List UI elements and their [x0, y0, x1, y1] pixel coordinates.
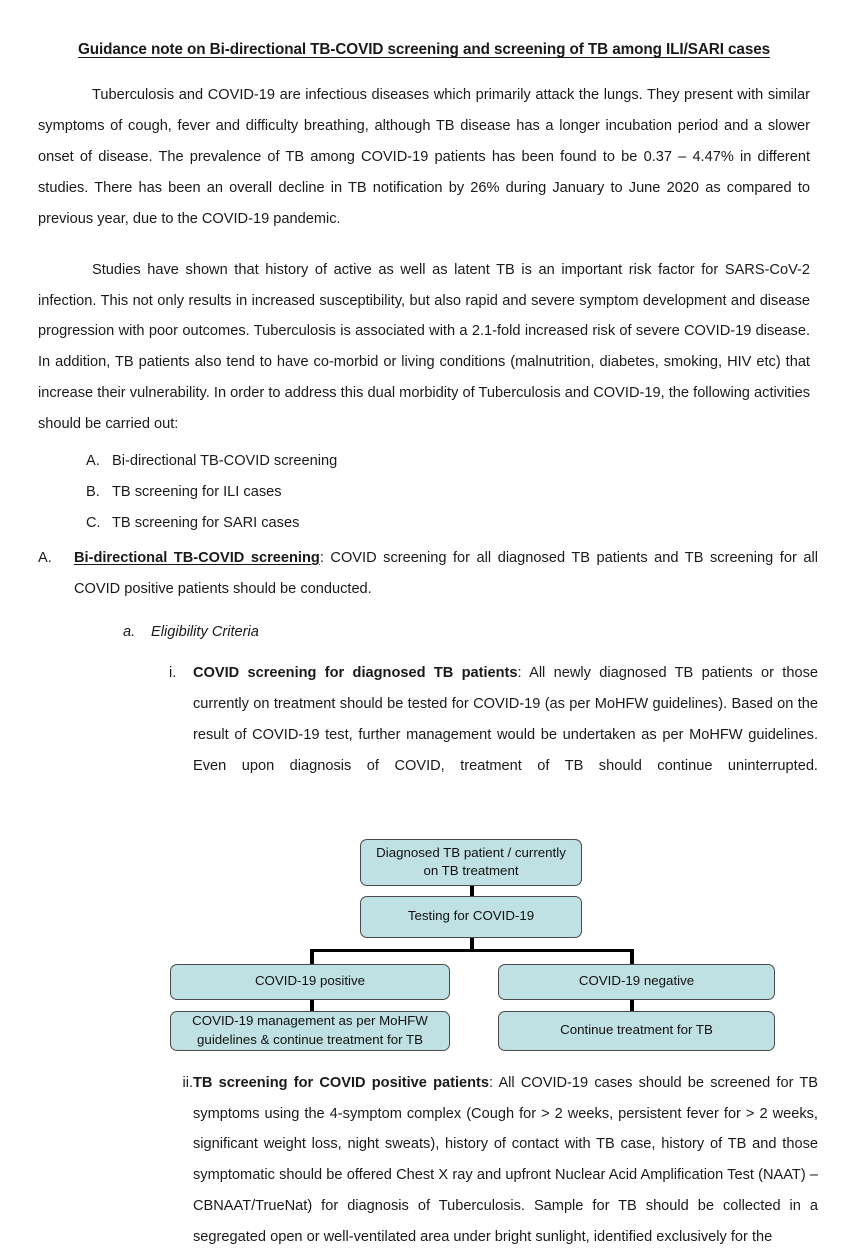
list-item-label: Bi-directional TB-COVID screening — [112, 453, 338, 470]
section-a-marker: A. — [38, 550, 52, 566]
item-i-marker: i. — [169, 664, 177, 681]
flowchart-node-negative-action-label: Continue treatment for TB — [560, 1022, 713, 1038]
flowchart-node-negative-action — [498, 1011, 775, 1051]
activities-list — [28, 446, 820, 539]
item-i-heading: COVID screening for diagnosed TB patients — [193, 664, 518, 681]
subsection-a-eligibility — [28, 617, 820, 648]
paragraph-intro-1 — [28, 80, 820, 235]
list-marker: C. — [86, 515, 101, 532]
list-item — [28, 477, 820, 508]
paragraph-intro-1-text: Tuberculosis and COVID-19 are infectious diseases which primarily attack the lungs. They present with similar symptoms of cough, fever and difficulty breathing, although TB disease has a longer incubation period and a slower onset of disease. The prevalence of TB among COVID-19 patients has been found to be 0.37 – 4.47% in different studies. There has been an overall decline in TB notification by 26% during January to June 2020 as compared to previous year, due to the COVID-19 pandemic. — [38, 86, 810, 227]
flowchart-node-testing — [360, 896, 582, 938]
subsection-a-label: Eligibility Criteria — [151, 623, 259, 640]
flowchart-node-positive — [170, 964, 450, 1000]
page-title: Guidance note on Bi-directional TB-COVID screening and screening of TB among ILI/SARI cases — [77, 41, 771, 58]
flowchart-node-positive-label: COVID-19 positive — [254, 973, 366, 989]
item-ii-heading: TB screening for COVID positive patients — [193, 1074, 490, 1091]
item-i-body: : All newly diagnosed TB patients or those currently on treatment should be tested for COVID-19 (as per MoHFW guidelines). Based on the result of COVID-19 test, further management would be undertaken as per MoHFW guidelines. Even upon diagnosis of COVID, treatment of TB should continue uninterrupted. — [193, 664, 818, 774]
list-marker: A. — [86, 453, 100, 470]
flowchart-node-positive-action-label: COVID-19 management as per MoHFW guidelines & continue treatment for TB — [192, 1013, 428, 1047]
flowchart-node-negative — [498, 964, 775, 1000]
flowchart-node-negative-label: COVID-19 negative — [578, 973, 695, 989]
flowchart-node-positive-action — [170, 1011, 450, 1051]
tb-covid-screening-flowchart — [0, 784, 792, 1047]
section-a-body: : COVID screening for all diagnosed TB patients and TB screening for all COVID positive patients should be conducted. — [74, 550, 818, 597]
section-a-heading: Bi-directional TB-COVID screening — [74, 550, 320, 566]
document-page — [0, 40, 848, 1246]
paragraph-intro-2 — [28, 255, 820, 441]
flowchart-node-testing-label: Testing for COVID-19 — [407, 908, 535, 924]
item-ii-marker: ii. — [182, 1074, 193, 1091]
section-a-paragraph — [28, 543, 820, 605]
item-i-covid-screening — [28, 658, 820, 782]
flowchart-node-start-label: Diagnosed TB patient / currently on TB treatment — [376, 844, 566, 879]
item-ii-tb-screening — [28, 1068, 820, 1253]
subsection-a-marker: a. — [123, 623, 136, 640]
list-item — [28, 446, 820, 477]
list-marker: B. — [86, 484, 100, 501]
paragraph-intro-2-text: Studies have shown that history of active as well as latent TB is an important risk factor for SARS-CoV-2 infection. This not only results in increased susceptibility, but also rapid and severe symptom development and disease progression with poor outcomes. Tuberculosis is associated with a 2.1-fold increased risk of severe COVID-19 disease. In addition, TB patients also tend to have co-morbid or living conditions (malnutrition, diabetes, smoking, HIV etc) that increase their vulnerability. In order to address this dual morbidity of Tuberculosis and COVID-19, the following activities should be carried out: — [38, 261, 810, 433]
flowchart-node-start — [360, 839, 582, 886]
list-item-label: TB screening for SARI cases — [112, 515, 300, 532]
list-item — [28, 508, 820, 539]
item-ii-body: : All COVID-19 cases should be screened for TB symptoms using the 4-symptom complex (Cough for > 2 weeks, persistent fever for > 2 weeks, significant weight loss, night sweats), history of contact with TB case, history of TB and those symptomatic should be offered Chest X ray and upfront Nuclear Acid Amplification Test (NAAT) – CBNAAT/TrueNat) for diagnosis of Tuberculosis. Sample for TB should be collected in a segregated open or well-ventilated area under bright sunlight, identified exclusively for the — [193, 1074, 818, 1246]
list-item-label: TB screening for ILI cases — [112, 484, 282, 501]
connector-split-horizontal — [310, 949, 633, 953]
